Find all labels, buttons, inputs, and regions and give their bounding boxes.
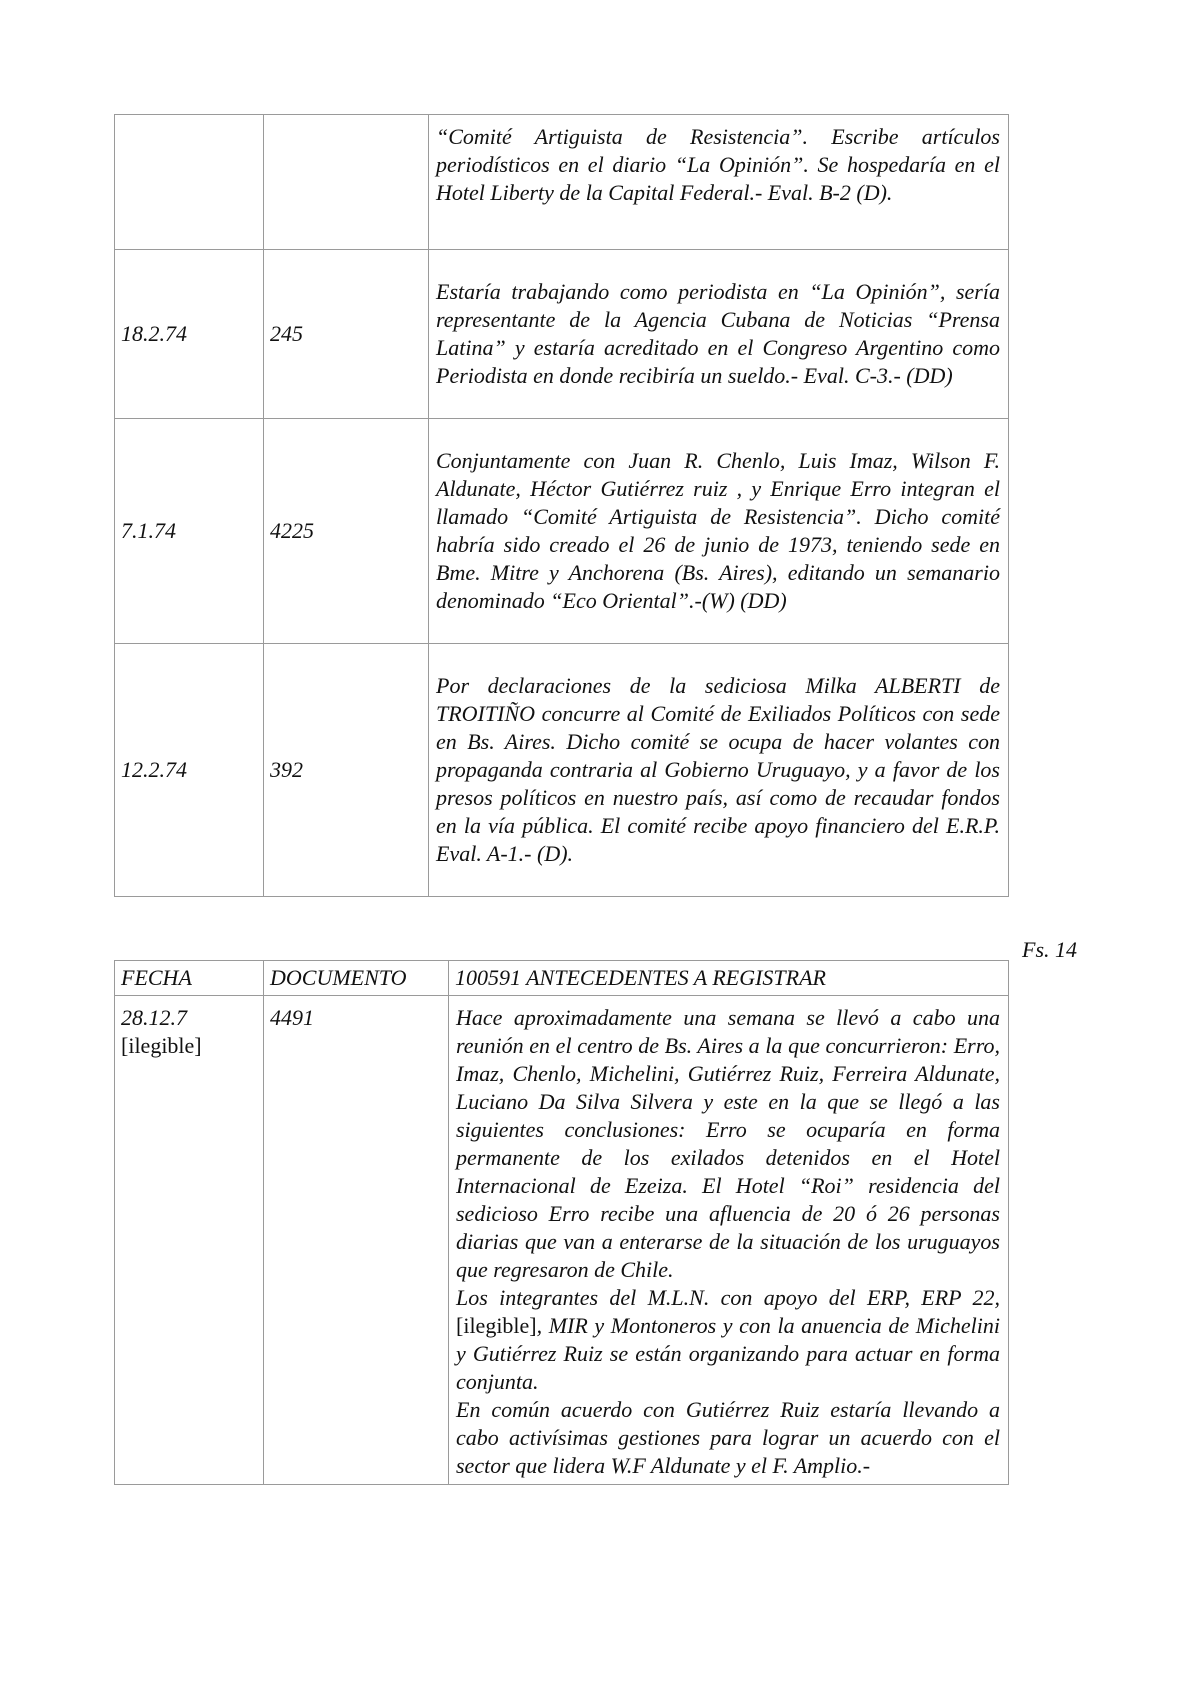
header-documento: DOCUMENTO bbox=[264, 961, 449, 996]
table-row bbox=[115, 115, 1009, 250]
illegible-note: [ilegible] bbox=[456, 1313, 537, 1338]
header-fecha: FECHA bbox=[115, 961, 264, 996]
fecha-cell: 7.1.74 bbox=[115, 419, 264, 644]
fecha-cell: 12.2.74 bbox=[115, 644, 264, 897]
documento-cell: 392 bbox=[264, 644, 429, 897]
fecha-cell: 18.2.74 bbox=[115, 250, 264, 419]
illegible-note: [ilegible] bbox=[121, 1033, 202, 1058]
documento-cell: 4491 bbox=[264, 996, 449, 1485]
paragraph-2-start: Los integrantes del M.L.N. con apoyo del ERP, ERP 22, bbox=[456, 1285, 1000, 1310]
antecedentes-table bbox=[114, 960, 1009, 1485]
antecedente-text: Por declaraciones de la sediciosa Milka ALBERTI de TROITIÑO concurre al Comité de Exiliados Políticos con sede en Bs. Aires. Dicho comité se ocupa de hacer volantes con propaganda contraria al Gobierno Uruguayo, y a favor de los presos políticos en nuestro país, así como de recaudar fondos en la vía pública. El comité recibe apoyo financiero del E.R.P. Eval. A-1.- (D). bbox=[429, 644, 1009, 897]
paragraph-2-end: , MIR y Montoneros y con la anuencia de Michelini y Gutiérrez Ruiz se están organizando para actuar en forma conjunta. bbox=[456, 1313, 1000, 1394]
documento-cell: 4225 bbox=[264, 419, 429, 644]
folio-number: Fs. 14 bbox=[1022, 937, 1077, 962]
paragraph-2 bbox=[456, 1284, 1000, 1396]
documento-cell: 245 bbox=[264, 250, 429, 419]
header-antecedentes: 100591 ANTECEDENTES A REGISTRAR bbox=[449, 961, 1009, 996]
fecha-cell bbox=[115, 996, 264, 1485]
table-row bbox=[115, 996, 1009, 1485]
documento-cell bbox=[264, 115, 429, 250]
continuation-table bbox=[114, 114, 1009, 897]
antecedente-text: Estaría trabajando como periodista en “La Opinión”, sería representante de la Agencia Cubana de Noticias “Prensa Latina” y estaría acreditado en el Congreso Argentino como Periodista en donde recibiría un sueldo.- Eval. C-3.- (DD) bbox=[429, 250, 1009, 419]
antecedente-cell bbox=[449, 996, 1009, 1485]
fecha-value: 28.12.7 bbox=[121, 1005, 187, 1030]
fecha-cell bbox=[115, 115, 264, 250]
table-header-row bbox=[115, 961, 1009, 996]
antecedente-text: Conjuntamente con Juan R. Chenlo, Luis Imaz, Wilson F. Aldunate, Héctor Gutiérrez ruiz , y Enrique Erro integran el llamado “Comité Artiguista de Resistencia”. Dicho comité habría sido creado el 26 de junio de 1973, teniendo sede en Bme. Mitre y Anchorena (Bs. Aires), editando un semanario denominado “Eco Oriental”.-(W) (DD) bbox=[429, 419, 1009, 644]
table-row bbox=[115, 419, 1009, 644]
paragraph-1: Hace aproximadamente una semana se llevó a cabo una reunión en el centro de Bs. Aires a la que concurrieron: Erro, Imaz, Chenlo, Michelini, Gutiérrez Ruiz, Ferreira Aldunate, Luciano Da Silva Silvera y este en la que se llegó a las siguientes conclusiones: Erro se ocuparía en forma permanente de los exilados detenidos en el Hotel Internacional de Ezeiza. El Hotel “Roi” residencia del sedicioso Erro recibe una afluencia de 20 ó 26 personas diarias que van a enterarse de la situación de los uruguayos que regresaron de Chile. bbox=[456, 1005, 1000, 1282]
paragraph-3: En común acuerdo con Gutiérrez Ruiz estaría llevando a cabo activísimas gestiones para lograr un acuerdo con el sector que lidera W.F Aldunate y el F. Amplio.- bbox=[456, 1397, 1000, 1478]
table-row bbox=[115, 250, 1009, 419]
antecedente-text: “Comité Artiguista de Resistencia”. Escribe artículos periodísticos en el diario “La Opinión”. Se hospedaría en el Hotel Liberty de la Capital Federal.- Eval. B-2 (D). bbox=[429, 115, 1009, 250]
table-row bbox=[115, 644, 1009, 897]
